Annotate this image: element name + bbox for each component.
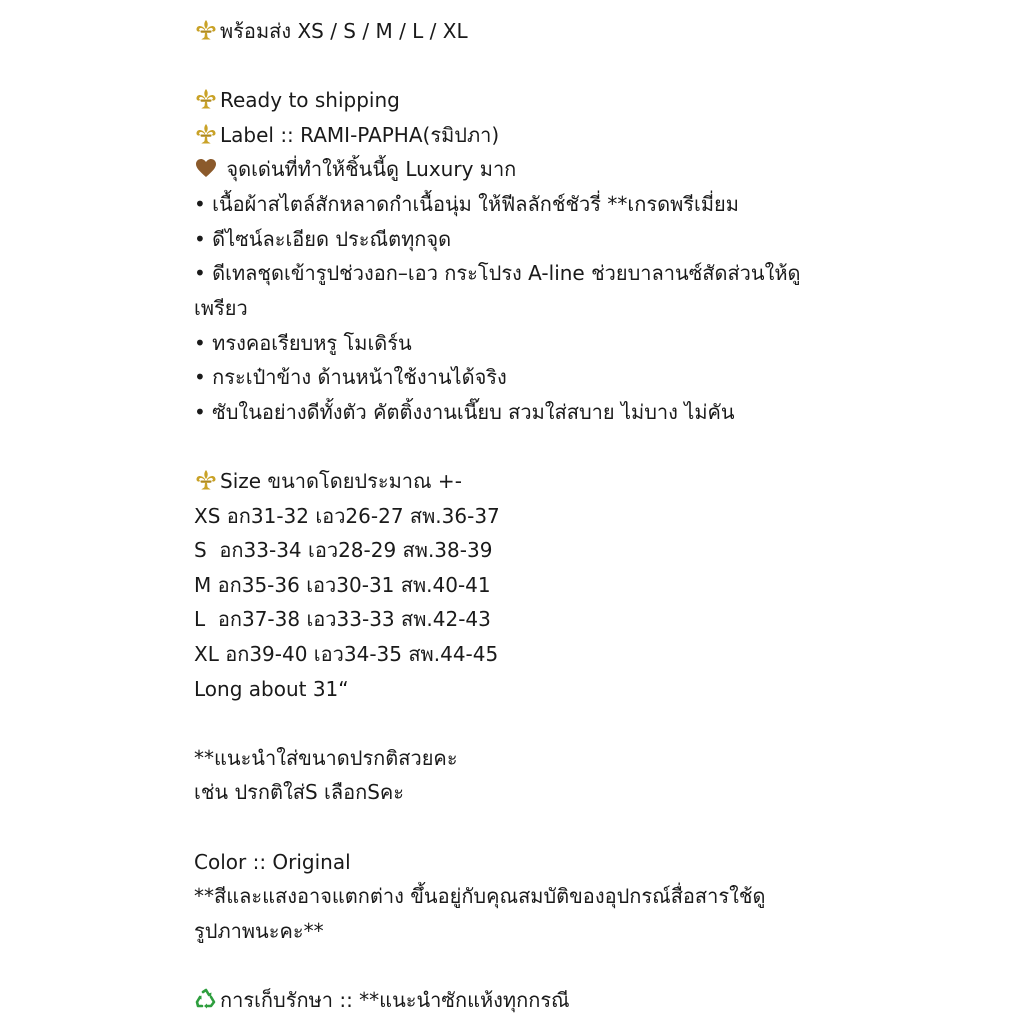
- fleur-de-lis-icon: [194, 468, 218, 492]
- disclaimer-line: [194, 918, 324, 944]
- bullet-item: [194, 364, 507, 390]
- size-heading-text: Size ขนาดโดยประมาณ +-: [220, 469, 462, 493]
- size-row-xs: [194, 503, 500, 529]
- bullet-item: [194, 330, 412, 356]
- bullet-text: • ทรงคอเรียบหรู โมเดิร์น: [194, 331, 412, 355]
- fleur-de-lis-icon: [194, 18, 218, 42]
- size-row-s: [194, 537, 492, 563]
- ready-stock-text: พร้อมส่ง XS / S / M / L / XL: [220, 19, 468, 43]
- size-heading-line: [194, 468, 462, 494]
- bullet-item-continued: [194, 295, 248, 321]
- bullet-text: • ดีไซน์ละเอียด ประณีตทุกจุด: [194, 227, 452, 251]
- disclaimer-text: รูปภาพนะคะ**: [194, 919, 324, 943]
- fleur-de-lis-icon: [194, 87, 218, 111]
- highlight-heading-text: จุดเด่นที่ทำให้ชิ้นนี้ดู Luxury มาก: [220, 157, 517, 181]
- bullet-text: • ซับในอย่างดีทั้งตัว คัตติ้งงานเนี๊ยบ สวมใส่สบาย ไม่บาง ไม่คัน: [194, 400, 735, 424]
- highlight-heading-line: [194, 156, 516, 182]
- care-line: [194, 987, 570, 1013]
- size-text: XL อก39-40 เอว34-35 สพ.44-45: [194, 642, 499, 666]
- size-text: L อก37-38 เอว33-33 สพ.42-43: [194, 607, 491, 631]
- length-text: Long about 31“: [194, 677, 349, 701]
- bullet-text: • ดีเทลชุดเข้ารูปช่วงอก–เอว กระโปรง A-line ช่วยบาลานซ์สัดส่วนให้ดู: [194, 261, 801, 285]
- recycle-icon: [194, 987, 218, 1011]
- advice-text: เช่น ปรกติใส่S เลือกSคะ: [194, 780, 405, 804]
- label-line: [194, 122, 499, 148]
- disclaimer-line: [194, 883, 765, 909]
- length-line: [194, 676, 349, 702]
- size-row-m: [194, 572, 491, 598]
- advice-text: **แนะนำใส่ขนาดปรกติสวยคะ: [194, 746, 458, 770]
- bullet-item: [194, 226, 451, 252]
- size-row-xl: [194, 641, 498, 667]
- fleur-de-lis-icon: [194, 122, 218, 146]
- ready-stock-line: [194, 18, 468, 44]
- bullet-item: [194, 191, 739, 217]
- label-text: Label :: RAMI-PAPHA(รมิปภา): [220, 123, 500, 147]
- bullet-item: [194, 260, 801, 286]
- advice-line: [194, 745, 458, 771]
- advice-line: [194, 779, 404, 805]
- ready-to-ship-text: Ready to shipping: [220, 88, 400, 112]
- bullet-text: เพรียว: [194, 296, 248, 320]
- bullet-text: • เนื้อผ้าสไตล์สักหลาดกำเนื้อนุ่ม ให้ฟีลลักช์ชัวรี่ **เกรดพรีเมี่ยม: [194, 192, 739, 216]
- brown-heart-icon: [194, 156, 218, 180]
- disclaimer-text: **สีและแสงอาจแตกต่าง ขึ้นอยู่กับคุณสมบัติของอุปกรณ์สื่อสารใช้ดู: [194, 884, 766, 908]
- size-text: XS อก31-32 เอว26-27 สพ.36-37: [194, 504, 500, 528]
- size-text: M อก35-36 เอว30-31 สพ.40-41: [194, 573, 491, 597]
- bullet-item: [194, 399, 735, 425]
- size-text: S อก33-34 เอว28-29 สพ.38-39: [194, 538, 493, 562]
- ready-to-ship-line: [194, 87, 400, 113]
- color-text: Color :: Original: [194, 850, 351, 874]
- bullet-text: • กระเป๋าข้าง ด้านหน้าใช้งานได้จริง: [194, 365, 507, 389]
- care-text: การเก็บรักษา :: **แนะนำซักแห้งทุกกรณี: [220, 988, 570, 1012]
- color-line: [194, 849, 351, 875]
- size-row-l: [194, 606, 491, 632]
